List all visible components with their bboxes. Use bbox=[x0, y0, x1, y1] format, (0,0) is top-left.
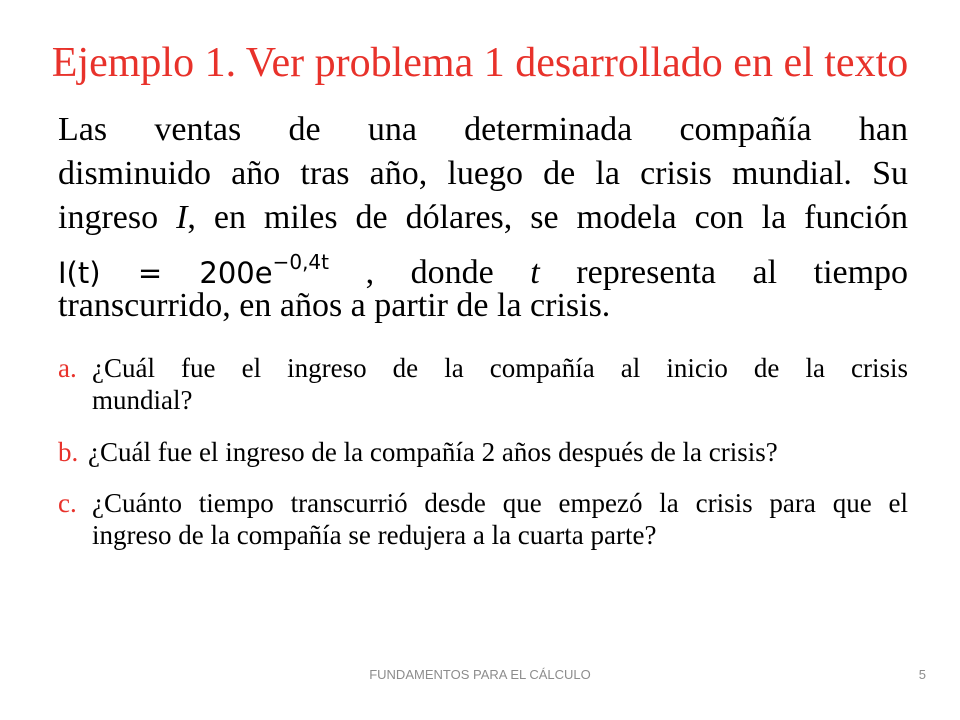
problem-line-2 bbox=[58, 152, 908, 196]
question-b-line-1: ¿Cuál fue el ingreso de la compañía 2 años después de la crisis? bbox=[88, 437, 778, 467]
problem-line-5 bbox=[58, 284, 908, 328]
slide-title: Ejemplo 1. Ver problema 1 desarrollado en el texto bbox=[51, 40, 909, 86]
question-b bbox=[58, 436, 908, 468]
problem-line-3-pre: ingreso bbox=[58, 199, 159, 236]
question-a-line-2: mundial? bbox=[92, 385, 193, 415]
question-a-line-1: ¿Cuál fue el ingreso de la compañía al inicio de la crisis bbox=[92, 353, 908, 383]
question-a-label: a. bbox=[58, 353, 77, 383]
question-b-label: b. bbox=[58, 437, 79, 467]
question-c-line-2: ingreso de la compañía se redujera a la cuarta parte? bbox=[92, 520, 657, 550]
question-c bbox=[58, 487, 908, 551]
problem-line-4-post: representa al tiempo bbox=[576, 254, 909, 291]
time-variable: t bbox=[530, 254, 540, 291]
income-variable: I bbox=[176, 199, 188, 236]
slide-footer: FUNDAMENTOS PARA EL CÁLCULO bbox=[369, 667, 591, 682]
problem-line-3-post: , en miles de dólares, se modela con la función bbox=[187, 199, 908, 236]
problem-line-3 bbox=[58, 196, 908, 240]
formula-base: I(t) = 200e bbox=[58, 256, 273, 290]
problem-line-1-text: Las ventas de una determinada compañía han bbox=[58, 111, 908, 148]
question-c-label: c. bbox=[58, 488, 77, 518]
problem-line-5-text: transcurrido, en años a partir de la crisis. bbox=[58, 287, 611, 324]
question-c-line-1: ¿Cuánto tiempo transcurrió desde que empezó la crisis para que el bbox=[92, 488, 908, 518]
formula-exponent: −0,4t bbox=[272, 250, 329, 274]
question-a bbox=[58, 352, 908, 416]
problem-line-1 bbox=[58, 108, 908, 152]
problem-line-2-text: disminuido año tras año, luego de la crisis mundial. Su bbox=[58, 155, 908, 192]
page-number: 5 bbox=[918, 667, 926, 682]
problem-line-4-mid: , donde bbox=[365, 254, 494, 291]
